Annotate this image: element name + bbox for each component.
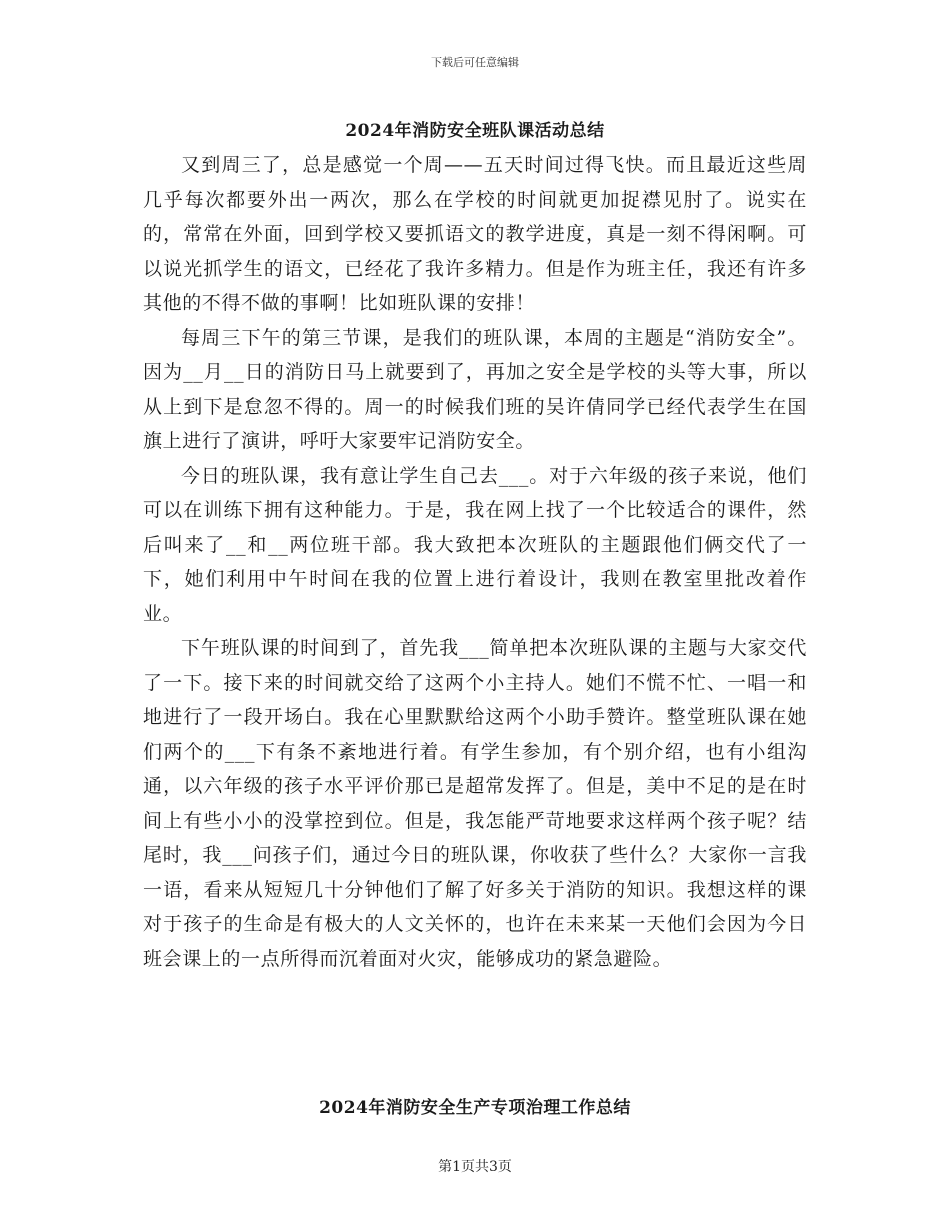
page-footer: 第1页共3页	[438, 1159, 512, 1175]
paragraph: 下午班队课的时间到了，首先我___简单把本次班队课的主题与大家交代了一下。接下来的时间就交给了这两个小主持人。她们不慌不忙、一唱一和地进行了一段开场白。我在心里默默给这两个小助手赞许。整堂班队课在她们两个的___下有条不紊地进行着。有学生参加，有个别介绍，也有小组沟通，以六年级的孩子水平评价那已是超常发挥了。但是，美中不足的是在时间上有些小小的没掌控到位。但是，我怎能严苛地要求这样两个孩子呢？结尾时，我___问孩子们，通过今日的班队课，你收获了些什么？大家你一言我一语，看来从短短几十分钟他们了解了好多关于消防的知识。我想这样的课对于孩子的生命是有极大的人文关怀的，也许在未来某一天他们会因为今日班会课上的一点所得而沉着面对火灾，能够成功的紧急避险。	[143, 637, 807, 970]
document-title: 2024年消防安全班队课活动总结	[345, 121, 605, 141]
paragraph: 又到周三了，总是感觉一个周——五天时间过得飞快。而且最近这些周几乎每次都要外出一两次，那么在学校的时间就更加捉襟见肘了。说实在的，常常在外面，回到学校又要抓语文的教学进度，真是一刻不得闲啊。可以说光抓学生的语文，已经花了我许多精力。但是作为班主任，我还有许多其他的不得不做的事啊！比如班队课的安排！	[143, 154, 807, 314]
paragraph: 今日的班队课，我有意让学生自己去___。对于六年级的孩子来说，他们可以在训练下拥有这种能力。于是，我在网上找了一个比较适合的课件，然后叫来了__和__两位班干部。我大致把本次班队的主题跟他们俩交代了一下，她们利用中午时间在我的位置上进行着设计，我则在教室里批改着作业。	[143, 464, 807, 625]
document-body	[143, 148, 807, 976]
paragraph: 每周三下午的第三节课，是我们的班队课，本周的主题是“消防安全”。因为__月__日的消防日马上就要到了，再加之安全是学校的头等大事，所以从上到下是怠忽不得的。周一的时候我们班的吴许倩同学已经代表学生在国旗上进行了演讲，呼吁大家要牢记消防安全。	[143, 326, 807, 452]
next-section-title: 2024年消防安全生产专项治理工作总结	[319, 1098, 631, 1118]
page-header: 下载后可任意编辑	[431, 56, 519, 69]
